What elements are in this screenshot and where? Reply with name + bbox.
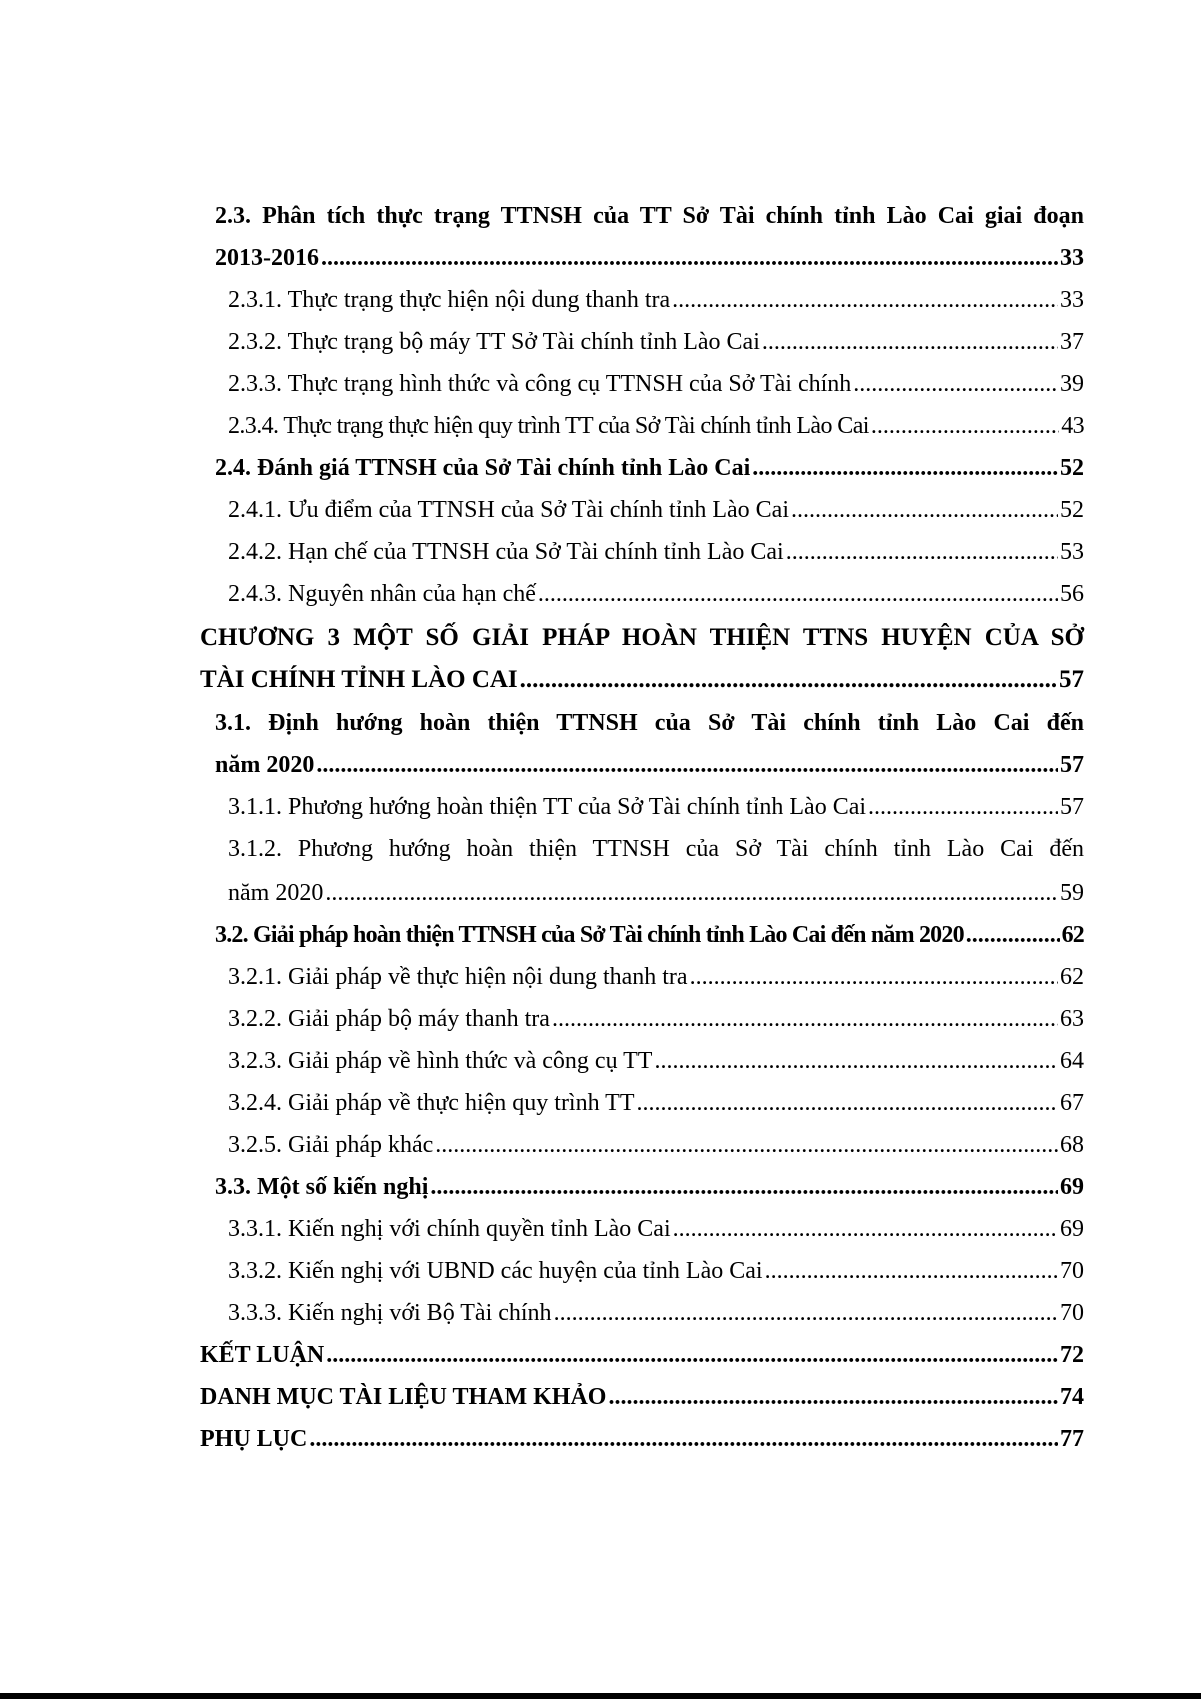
toc-entry-title: 3.3.3. Kiến nghị với Bộ Tài chính: [228, 1300, 552, 1326]
toc-entry-2-4-1: [228, 489, 1084, 531]
toc-entry-title: 2.3. Phân tích thực trạng TTNSH của TT Sở Tài chính tỉnh Lào Cai giai đoạn: [215, 203, 1084, 229]
toc-page-number: 72: [1060, 1342, 1084, 1368]
toc-entry-title: năm 2020: [228, 880, 324, 906]
toc-entry-danh-muc: [200, 1376, 1084, 1418]
toc-entry-title: DANH MỤC TÀI LIỆU THAM KHẢO: [200, 1384, 607, 1410]
dot-leader: [430, 1166, 1058, 1208]
toc-entry-title: PHỤ LỤC: [200, 1426, 308, 1452]
toc-page-number: 62: [1061, 922, 1084, 948]
toc-page-number: 69: [1060, 1174, 1084, 1200]
dot-leader: [752, 447, 1058, 489]
dot-leader: [552, 998, 1058, 1040]
toc-entry-title: 3.2.5. Giải pháp khác: [228, 1132, 434, 1158]
toc-entry-title: 2.3.3. Thực trạng hình thức và công cụ TTNSH của Sở Tài chính: [228, 371, 852, 397]
toc-entry-ket-luan: [200, 1334, 1084, 1376]
dot-leader: [871, 405, 1059, 447]
toc-page-number: 56: [1060, 581, 1084, 607]
dot-leader: [326, 1334, 1058, 1376]
toc-page-number: 33: [1060, 287, 1084, 313]
toc-entry-2-4-3: [228, 573, 1084, 615]
toc-entry-title: 2.3.2. Thực trạng bộ máy TT Sở Tài chính tỉnh Lào Cai: [228, 329, 760, 355]
dot-leader: [654, 1040, 1058, 1082]
toc-entry-title: 2.4. Đánh giá TTNSH của Sở Tài chính tỉnh Lào Cai: [215, 455, 751, 481]
toc-page-number: 62: [1060, 964, 1084, 990]
toc-page-number: 70: [1060, 1300, 1084, 1326]
toc-entry-title: 3.2.3. Giải pháp về hình thức và công cụ TT: [228, 1048, 653, 1074]
toc-entry-title: 3.1.1. Phương hướng hoàn thiện TT của Sở Tài chính tỉnh Lào Cai: [228, 794, 867, 820]
toc-page-number: 68: [1060, 1132, 1084, 1158]
toc-page-number: 37: [1060, 329, 1084, 355]
toc-entry-3-3-2: [228, 1250, 1084, 1292]
toc-entry-3-3: [215, 1166, 1084, 1208]
toc-entry-2-4: [215, 447, 1084, 489]
dot-leader: [325, 872, 1058, 914]
page-bottom-edge: [0, 1693, 1201, 1699]
toc-entry-title: 3.3.2. Kiến nghị với UBND các huyện của tỉnh Lào Cai: [228, 1258, 763, 1284]
toc-entry-title: 2.4.1. Ưu điểm của TTNSH của Sở Tài chính tỉnh Lào Cai: [228, 497, 789, 523]
toc-page-number: 74: [1060, 1384, 1084, 1410]
toc-entry-title: 3.2.4. Giải pháp về thực hiện quy trình TT: [228, 1090, 635, 1116]
toc-entry-3-3-1: [228, 1208, 1084, 1250]
toc-entry-title: 2.3.4. Thực trạng thực hiện quy trình TT của Sở Tài chính tỉnh Lào Cai: [228, 413, 869, 439]
toc-entry-title: 3.3. Một số kiến nghị: [215, 1174, 429, 1200]
dot-leader: [791, 489, 1058, 531]
toc-entry-3-1: [215, 702, 1084, 744]
dot-leader: [538, 573, 1058, 615]
dot-leader: [786, 531, 1058, 573]
toc-page-number: 64: [1060, 1048, 1084, 1074]
toc-entry-3-1-2-cont: [228, 872, 1084, 914]
dot-leader: [321, 237, 1058, 279]
toc-entry-title: CHƯƠNG 3 MỘT SỐ GIẢI PHÁP HOÀN THIỆN TTNS HUYỆN CỦA SỞ: [200, 624, 1084, 651]
toc-page-number: 57: [1060, 794, 1084, 820]
toc-entry-3-2-5: [228, 1124, 1084, 1166]
toc-entry-2-3-4: [228, 405, 1084, 447]
dot-leader: [435, 1124, 1058, 1166]
toc-entry-chapter-3: [200, 617, 1084, 659]
toc-entry-title: TÀI CHÍNH TỈNH LÀO CAI: [200, 666, 518, 693]
toc-entry-title: 3.2.2. Giải pháp bộ máy thanh tra: [228, 1006, 550, 1032]
toc-entry-2-4-2: [228, 531, 1084, 573]
dot-leader: [316, 744, 1058, 786]
toc-entry-title: 2013-2016: [215, 245, 319, 271]
dot-leader: [765, 1250, 1058, 1292]
dot-leader: [637, 1082, 1059, 1124]
toc-page-number: 39: [1060, 371, 1084, 397]
toc-page-number: 70: [1060, 1258, 1084, 1284]
toc-entry-3-2-1: [228, 956, 1084, 998]
toc-page-number: 57: [1059, 666, 1084, 693]
toc-entry-3-1-1: [228, 786, 1084, 828]
toc-entry-3-1-cont: [215, 744, 1084, 786]
toc-entry-3-2-4: [228, 1082, 1084, 1124]
toc-entry-3-3-3: [228, 1292, 1084, 1334]
dot-leader: [309, 1418, 1058, 1460]
dot-leader: [608, 1376, 1058, 1418]
dot-leader: [672, 279, 1058, 321]
toc-entry-2-3-3: [228, 363, 1084, 405]
toc-page-number: 59: [1060, 880, 1084, 906]
toc-page-number: 33: [1060, 245, 1084, 271]
toc-entry-phu-luc: [200, 1418, 1084, 1460]
dot-leader: [690, 956, 1058, 998]
toc-entry-title: 3.3.1. Kiến nghị với chính quyền tỉnh Lào Cai: [228, 1216, 671, 1242]
toc-entry-title: 2.3.1. Thực trạng thực hiện nội dung thanh tra: [228, 287, 671, 313]
toc-page-number: 63: [1060, 1006, 1084, 1032]
toc-entry-title: 3.1.2. Phương hướng hoàn thiện TTNSH của Sở Tài chính tỉnh Lào Cai đến: [228, 836, 1084, 862]
toc-entry-2-3-2: [228, 321, 1084, 363]
dot-leader: [762, 321, 1058, 363]
toc-entry-title: 2.4.2. Hạn chế của TTNSH của Sở Tài chính tỉnh Lào Cai: [228, 539, 784, 565]
dot-leader: [554, 1292, 1058, 1334]
toc-page-number: 52: [1060, 497, 1084, 523]
toc-entry-title: năm 2020: [215, 752, 315, 778]
toc-entry-3-1-2: [228, 828, 1084, 870]
toc-page-number: 52: [1060, 455, 1084, 481]
toc-page-number: 77: [1060, 1426, 1084, 1452]
toc-entry-2-3-1: [228, 279, 1084, 321]
toc-page-number: 57: [1060, 752, 1084, 778]
toc-page-number: 69: [1060, 1216, 1084, 1242]
toc-entry-2-3-cont: [215, 237, 1084, 279]
toc-entry-title: 3.1. Định hướng hoàn thiện TTNSH của Sở Tài chính tỉnh Lào Cai đến: [215, 710, 1084, 736]
toc-entry-title: KẾT LUẬN: [200, 1342, 325, 1368]
toc-entry-title: 2.4.3. Nguyên nhân của hạn chế: [228, 581, 536, 607]
dot-leader: [966, 914, 1060, 956]
toc-entry-2-3: [215, 195, 1084, 237]
dot-leader: [868, 786, 1058, 828]
toc-entry-3-2-2: [228, 998, 1084, 1040]
toc-page-number: 53: [1060, 539, 1084, 565]
toc-entry-3-2: [215, 914, 1084, 956]
dot-leader: [673, 1208, 1058, 1250]
toc-page-number: 67: [1060, 1090, 1084, 1116]
toc-entry-chapter-3-cont: [200, 659, 1084, 701]
toc-entry-title: 3.2.1. Giải pháp về thực hiện nội dung thanh tra: [228, 964, 688, 990]
dot-leader: [853, 363, 1058, 405]
toc-entry-title: 3.2. Giải pháp hoàn thiện TTNSH của Sở Tài chính tỉnh Lào Cai đến năm 2020: [215, 922, 964, 948]
dot-leader: [520, 659, 1057, 701]
toc-entry-3-2-3: [228, 1040, 1084, 1082]
toc-page-number: 43: [1061, 413, 1084, 439]
